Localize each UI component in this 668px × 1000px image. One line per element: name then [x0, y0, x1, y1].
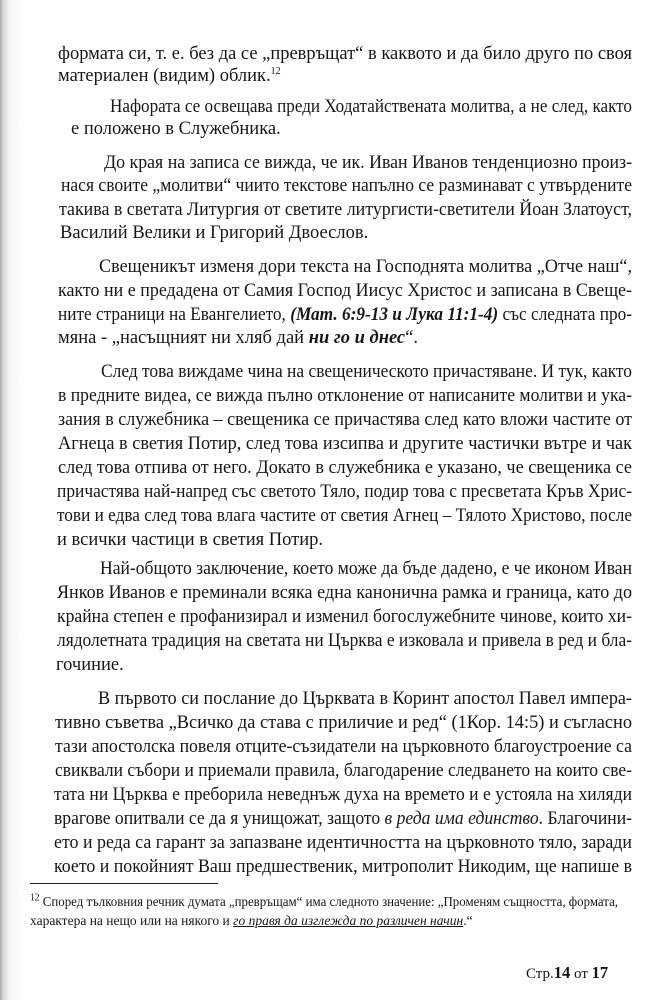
footnote-definition: го правя да изглежда по различен начин [233, 913, 464, 928]
emphasis-quote: ни го и днес [308, 328, 406, 348]
total-pages: 17 [591, 963, 609, 982]
text-line: тази апостолска повеля отците-съзидатели на църковното благоустроение са [55, 737, 633, 757]
footnote-line: характера на нещо или на някого и го правя да изглежда по различен начин.“ [30, 913, 473, 928]
text-line: В първото си послание до Църквата в Коринт апостол Павел импера- [98, 689, 632, 709]
text-line: врагове опитвали се да я унищожат, защото в реда има единство. Благочини- [54, 809, 633, 829]
text-line: гочиние. [56, 655, 124, 675]
text-line: тивно съветва „Всичко да става с приличие и ред“ (1Кор. 14:5) и съгласно [55, 713, 633, 733]
text-line: До края на записа се вижда, че ик. Иван Иванов тенденциозно произ- [104, 153, 633, 173]
text-line: След това виждаме чина на свещеническото причастяване. И тук, както [101, 362, 633, 382]
text-line: ето и реда са гарант за запазване идентичността на църковното тяло, заради [54, 833, 632, 853]
current-page: 14 [553, 963, 571, 982]
text-line: Василий Велики и Григорий Двоеслов. [60, 223, 369, 243]
footnote-ref: 12 [270, 65, 281, 77]
text-line: Агнеца в светия Потир, след това изсипва и другите частички вътре и чак [58, 434, 633, 454]
footnote-divider [30, 883, 218, 884]
scripture-reference: (Мат. 6:9-13 и Лука 11:1-4) [290, 305, 499, 325]
text-line: лядолетната традиция на светата ни Църква е изковала и привела в ред и бла- [57, 631, 632, 651]
text-line: след това отпива от него. Докато в служебника е указано, че свещеника се [58, 458, 633, 478]
text-line: тови и едва след това влага частите от светия Агнец – Тялото Христово, после [57, 506, 633, 526]
text-line: което и покойният Ваш предшественик, митрополит Никодим, ще напише в [54, 857, 633, 877]
footnote-number: 12 [30, 892, 40, 904]
text-line: тата ни Църква е преборила неведнъж духа на времето и е устояла на хиляди [54, 785, 633, 805]
text-line: е положено в Служебника. [71, 119, 281, 139]
text-line: Най-общото заключение, което може да бъде дадено, е че иконом Иван [100, 559, 632, 579]
text-line: материален (видим) облик.$^{12}$ [58, 65, 281, 86]
text-line: в предните видеа, се вижда пълно отклонение от написаните молитви и ука- [58, 386, 632, 406]
text-line: такива в светата Литургия от светите литургисти-светители Йоан Златоуст, [59, 200, 633, 220]
text-line: формата си, т. е. без да се „превръщат“ в каквото и да било друго по своя [58, 44, 633, 64]
text-line: и всички частици в светия Потир. [57, 530, 323, 550]
text-line: Свещеникът изменя дори текста на Господнята молитва „Отче наш“, [99, 257, 633, 277]
page-edge-shadow [0, 0, 22, 1000]
text-line: крайна степен е профанизирал и изменил богослужебните чинове, които хи- [57, 607, 632, 627]
text-line: както ни е предадена от Самия Господ Иисус Христос и записана в Свеще- [58, 281, 633, 301]
text-line: зания в служебника – свещеника се причастява след като вложи частите от [58, 410, 632, 430]
text-line: нася своите „молитви“ чиито текстове напълно се разминават с утвърдените [61, 176, 633, 196]
emphasis-italic: в реда има единство [384, 809, 539, 829]
text-line: мяна - „насъщният ни хляб дай ни го и днес“. [58, 328, 418, 348]
page-number: Стр.14 от 17 [526, 963, 609, 982]
text-line: Нафората се освещава преди Ходатайствената молитва, а не след, както [110, 97, 632, 117]
text-line: свиквали събори и приемали правила, благодарение следването на които све- [55, 761, 633, 781]
text-line: ните страници на Евангелието, (Мат. 6:9-13 и Лука 11:1-4) със следната про- [58, 305, 632, 325]
text-line: Янков Иванов е преминали всяка една канонична рамка и граница, като до [57, 583, 633, 603]
footnote-line: $^{12}$ Според тълковния речник думата „превръщам“ има следното значение: „Променям същността, формата, [30, 892, 619, 909]
text-line: причастява най-напред със светото Тяло, подир това с пресветата Кръв Хрис- [57, 482, 632, 502]
